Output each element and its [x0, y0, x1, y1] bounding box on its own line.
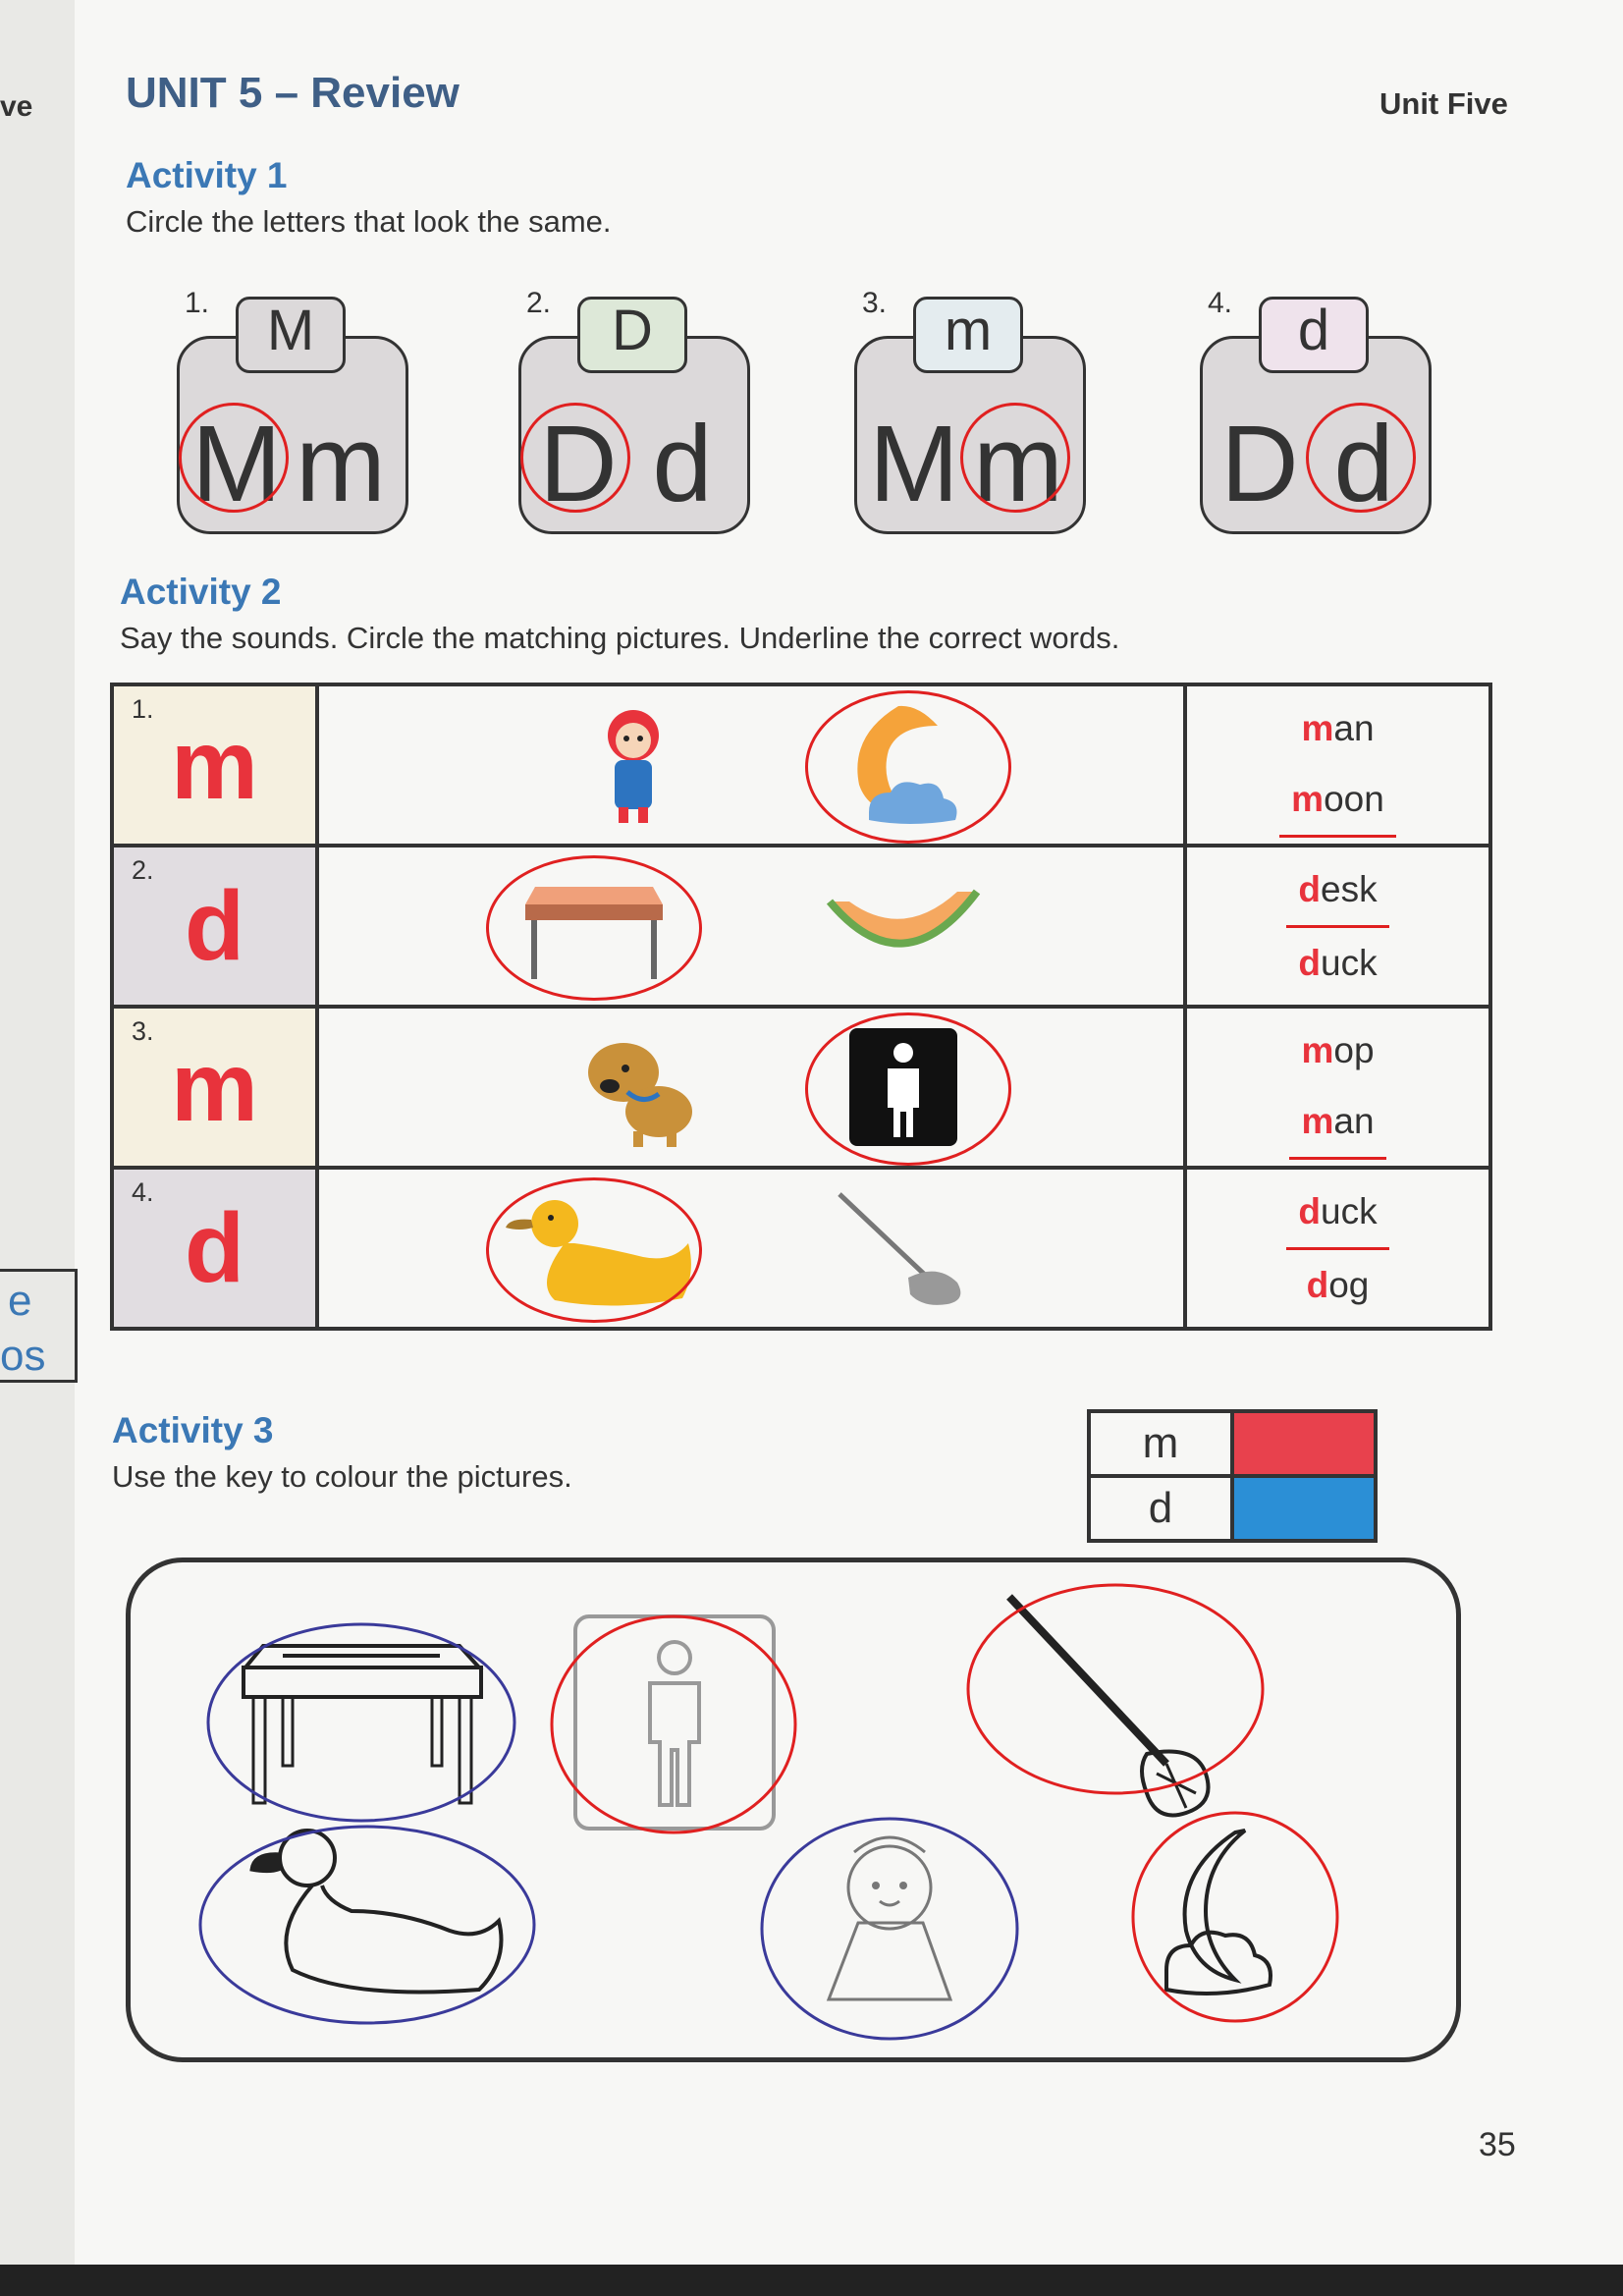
- activity2-instruction: Say the sounds. Circle the matching pictures. Underline the correct words.: [120, 621, 1120, 655]
- word-rest: op: [1333, 1029, 1375, 1070]
- row-letter: m: [171, 709, 258, 820]
- answer-red-circle: [486, 855, 702, 1001]
- word-option[interactable]: [1187, 1176, 1488, 1250]
- activity3-title: Activity 3: [112, 1410, 274, 1450]
- word-first-letter: d: [1298, 1190, 1322, 1231]
- word-text: [1289, 1086, 1385, 1160]
- word-rest: uck: [1321, 942, 1378, 983]
- words-cell: [1185, 1007, 1490, 1168]
- pictures-cell: [317, 684, 1185, 846]
- word-text: [1301, 1030, 1374, 1070]
- choice-left[interactable]: M: [869, 404, 959, 524]
- unit-label: Unit Five: [1380, 86, 1508, 121]
- key-row-m: [1089, 1411, 1376, 1476]
- answer-red-circle: [520, 403, 630, 513]
- letter-cell: [112, 846, 317, 1007]
- letter-cell: [112, 1168, 317, 1329]
- target-letter-tab: D: [577, 297, 687, 373]
- picture-choice-1[interactable]: [535, 1018, 731, 1156]
- row-letter: d: [184, 1192, 245, 1303]
- spine-text-fragment-2: e: [8, 1277, 32, 1325]
- doll-icon: [589, 701, 677, 829]
- activity3-instruction: Use the key to colour the pictures.: [112, 1459, 572, 1494]
- activity2-row: [112, 684, 1490, 846]
- word-first-letter: d: [1306, 1264, 1329, 1305]
- book-spine: [0, 0, 77, 2296]
- word-option[interactable]: [1187, 693, 1488, 764]
- desk-outline[interactable]: [243, 1646, 481, 1803]
- answer-red-circle: [805, 690, 1011, 844]
- activity1-title: Activity 1: [126, 155, 288, 195]
- letter-cell: [112, 1007, 317, 1168]
- duck-blue-circle: [200, 1827, 534, 2023]
- colour-key: [1087, 1409, 1378, 1543]
- spine-text-fragment: ve: [0, 90, 33, 123]
- choice-right[interactable]: d: [652, 404, 713, 524]
- target-letter-tab: d: [1259, 297, 1369, 373]
- choice-right[interactable]: m: [973, 404, 1063, 524]
- pictures-cell: [317, 846, 1185, 1007]
- choice-left[interactable]: D: [1220, 404, 1299, 524]
- word-option[interactable]: [1187, 928, 1488, 999]
- key-swatch-m: [1232, 1411, 1376, 1476]
- scan-bottom-band: [0, 2265, 1623, 2296]
- melon-icon: [820, 882, 987, 970]
- word-first-letter: m: [1301, 1100, 1334, 1141]
- word-rest: an: [1333, 707, 1375, 748]
- row-letter: d: [184, 870, 245, 981]
- words-cell: [1185, 846, 1490, 1007]
- item-number: 3.: [862, 287, 888, 319]
- mop-red-circle: [968, 1585, 1263, 1793]
- word-first-letter: m: [1291, 778, 1325, 819]
- item-number: 1.: [185, 287, 210, 319]
- mop-icon: [830, 1184, 977, 1312]
- picture-choice-1[interactable]: [535, 696, 731, 834]
- word-first-letter: m: [1301, 1029, 1334, 1070]
- key-letter-m: m: [1089, 1411, 1232, 1476]
- choice-right[interactable]: m: [296, 404, 386, 524]
- activity2-table: [110, 683, 1492, 1331]
- row-number: 4.: [132, 1177, 154, 1207]
- word-option[interactable]: [1187, 764, 1488, 838]
- word-rest: oon: [1324, 778, 1384, 819]
- word-text: [1286, 854, 1388, 928]
- word-option[interactable]: [1187, 1015, 1488, 1086]
- word-text: [1279, 764, 1396, 838]
- duck-outline[interactable]: [251, 1831, 502, 1993]
- choice-left[interactable]: M: [191, 404, 282, 524]
- row-number: 2.: [132, 855, 154, 885]
- word-rest: esk: [1321, 868, 1378, 909]
- word-text: [1301, 708, 1374, 748]
- row-letter: m: [171, 1031, 258, 1142]
- answer-red-circle: [960, 403, 1070, 513]
- item-number: 4.: [1208, 287, 1233, 319]
- item-number: 2.: [526, 287, 552, 319]
- word-rest: an: [1333, 1100, 1375, 1141]
- word-option[interactable]: [1187, 1086, 1488, 1160]
- words-cell: [1185, 1168, 1490, 1329]
- answer-red-circle: [179, 403, 289, 513]
- choice-left[interactable]: D: [539, 404, 618, 524]
- pictures-cell: [317, 1168, 1185, 1329]
- dog-icon: [565, 1023, 702, 1151]
- target-letter-tab: m: [913, 297, 1023, 373]
- words-cell: [1185, 684, 1490, 846]
- pictures-cell: [317, 1007, 1185, 1168]
- activity2-title: Activity 2: [120, 572, 282, 612]
- moon-outline[interactable]: [1166, 1831, 1271, 1994]
- row-number: 3.: [132, 1016, 154, 1046]
- doll-outline[interactable]: [829, 1837, 950, 1999]
- page-title: UNIT 5 – Review: [126, 69, 460, 117]
- choice-right[interactable]: d: [1333, 404, 1394, 524]
- word-option[interactable]: [1187, 854, 1488, 928]
- key-swatch-d: [1232, 1476, 1376, 1541]
- man-sign-outline[interactable]: [575, 1616, 774, 1829]
- word-option[interactable]: [1187, 1250, 1488, 1321]
- word-rest: uck: [1321, 1190, 1378, 1231]
- activity1-instruction: Circle the letters that look the same.: [126, 204, 612, 239]
- activity2-row: [112, 846, 1490, 1007]
- answer-red-circle: [486, 1177, 702, 1323]
- answer-red-circle: [1306, 403, 1416, 513]
- key-letter-d: d: [1089, 1476, 1232, 1541]
- page-number: 35: [1479, 2126, 1516, 2163]
- word-text: [1286, 1176, 1388, 1250]
- spine-text-fragment-3: os: [0, 1332, 46, 1380]
- answer-red-circle: [805, 1012, 1011, 1166]
- word-text: [1298, 943, 1377, 983]
- word-first-letter: m: [1301, 707, 1334, 748]
- row-number: 1.: [132, 694, 154, 724]
- target-letter-tab: M: [236, 297, 346, 373]
- key-row-d: [1089, 1476, 1376, 1541]
- word-rest: og: [1328, 1264, 1370, 1305]
- word-first-letter: d: [1298, 942, 1322, 983]
- word-text: [1307, 1265, 1370, 1305]
- activity2-row: [112, 1007, 1490, 1168]
- letter-cell: [112, 684, 317, 846]
- picture-choice-2[interactable]: [805, 857, 1001, 995]
- colouring-pictures: [126, 1558, 1461, 2068]
- picture-choice-2[interactable]: [805, 1179, 1001, 1317]
- activity2-row: [112, 1168, 1490, 1329]
- word-first-letter: d: [1298, 868, 1322, 909]
